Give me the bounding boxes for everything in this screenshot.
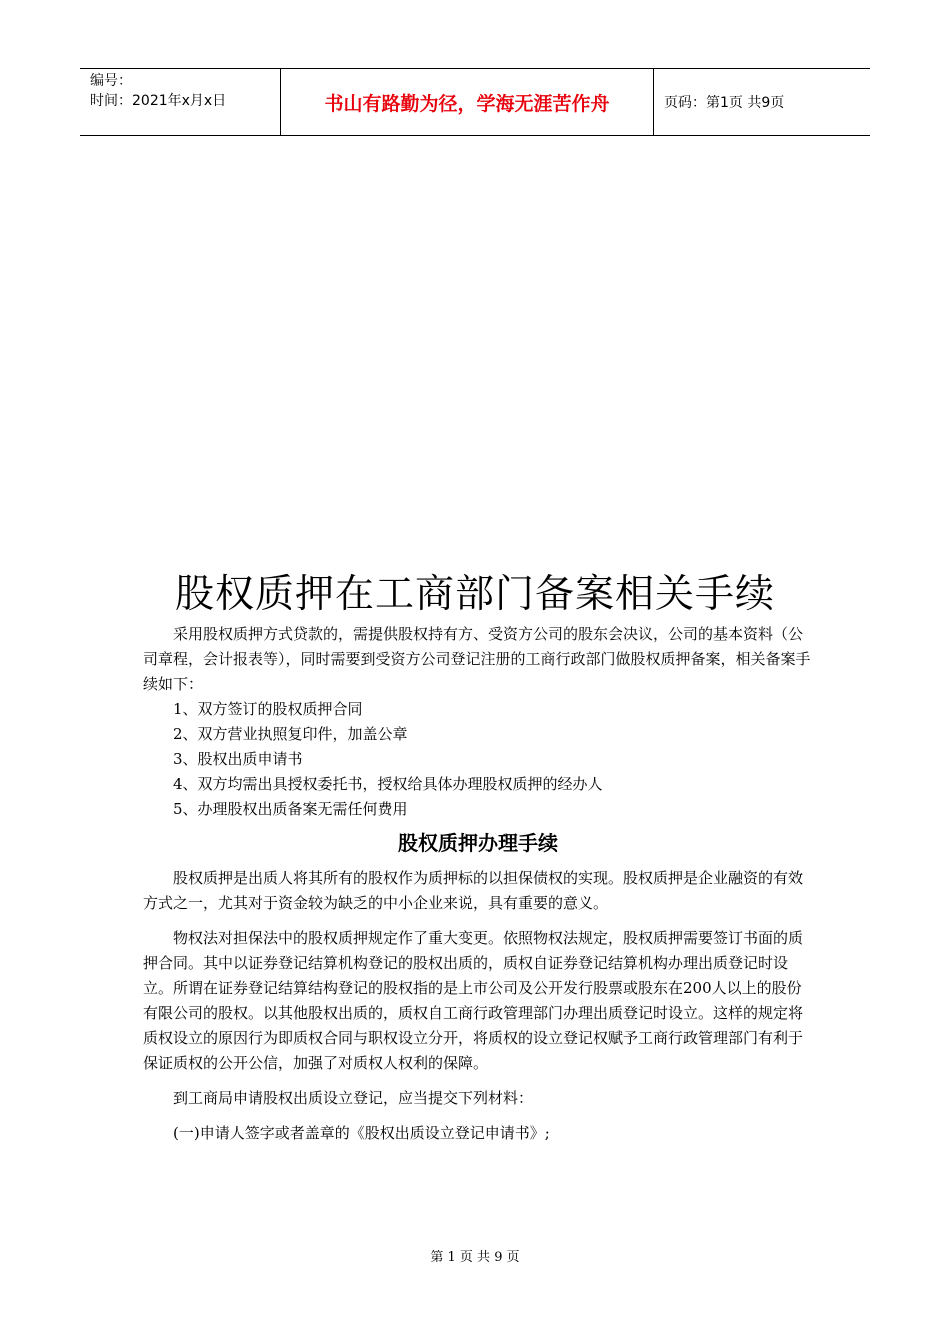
body-paragraph: 到工商局申请股权出质设立登记，应当提交下列材料： (173, 1089, 534, 1107)
list-item: 3、股权出质申请书 (173, 750, 303, 768)
document-number-label: 编号： (90, 73, 132, 89)
intro-paragraph: 采用股权质押方式贷款的，需提供股权持有方、受资方公司的股东会决议，公司的基本资料（公司章程，会计报表等），同时需要到受资方公司登记注册的工商行政部门做股权质押备案，相关备案手续如下： (143, 625, 811, 693)
list-item: 4、双方均需出具授权委托书，授权给具体办理股权质押的经办人 (173, 775, 603, 793)
list-item: 5、办理股权出质备案无需任何费用 (173, 800, 408, 818)
header-meta (80, 69, 281, 135)
body-paragraph: 物权法对担保法中的股权质押规定作了重大变更。依照物权法规定，股权质押需要签订书面的质押合同。其中以证券登记结算机构登记的股权出质的，质权自证券登记结算机构办理出质登记时设立。所谓在证券登记结算结构登记的股权指的是上市公司及公开发行股票或股东在200人以上的股份有限公司的股权。以其他股权出质的，质权自工商行政管理部门办理出质登记时设立。这样的规定将质权设立的原因行为即质权合同与职权设立分开，将质权的设立登记权赋予工商行政管理部门有利于保证质权的公开公信，加强了对质权人权利的保障。 (143, 929, 804, 1072)
document-title: 股权质押在工商部门备案相关手续 (174, 572, 775, 617)
list-item: 1、双方签订的股权质押合同 (173, 700, 363, 718)
page-footer: 第 1 页 共 9 页 (430, 1250, 520, 1265)
page-header (80, 68, 870, 136)
document-body (143, 622, 813, 1146)
header-page-info: 页码：第1页 共9页 (664, 95, 785, 111)
list-item: 2、双方营业执照复印件，加盖公章 (173, 725, 408, 743)
header-motto: 书山有路勤为径，学海无涯苦作舟 (281, 69, 654, 135)
document-date: 时间：2021年x月x日 (90, 93, 227, 109)
body-paragraph: (一)申请人签字或者盖章的《股权出质设立登记申请书》; (173, 1124, 550, 1142)
body-paragraph: 股权质押是出质人将其所有的股权作为质押标的以担保债权的实现。股权质押是企业融资的有效方式之一，尤其对于资金较为缺乏的中小企业来说，具有重要的意义。 (143, 869, 804, 912)
section-title: 股权质押办理手续 (398, 831, 558, 855)
